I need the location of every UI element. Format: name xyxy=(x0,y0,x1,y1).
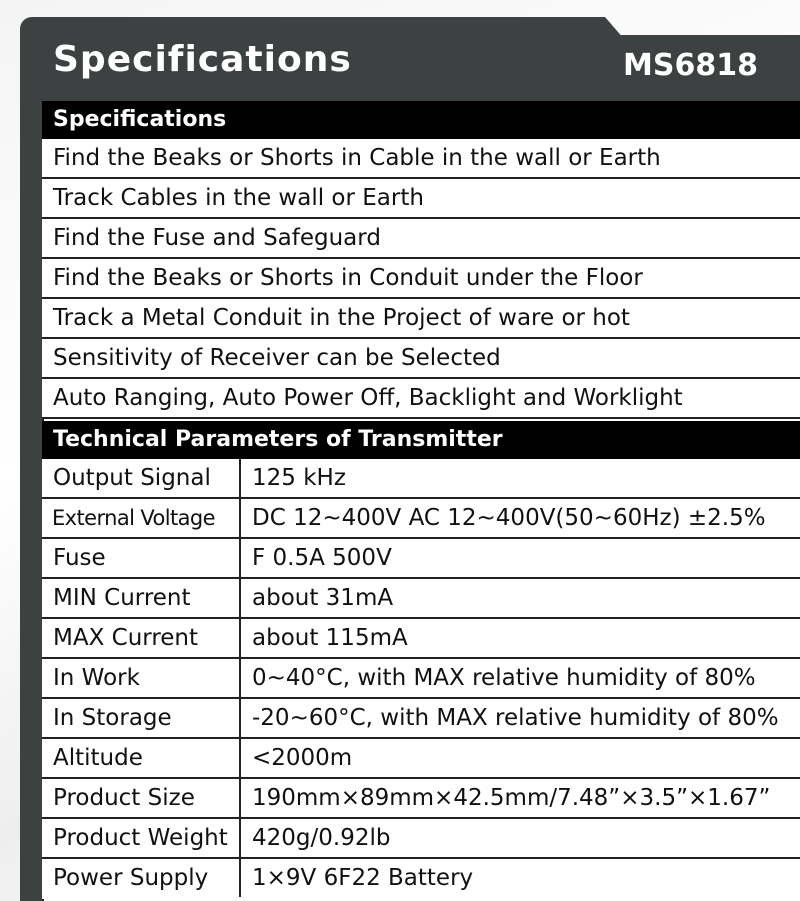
param-value: about 115mA xyxy=(252,625,408,651)
param-row xyxy=(42,779,800,819)
param-label: In Work xyxy=(42,659,241,697)
param-value: 420g/0.92lb xyxy=(252,825,391,851)
param-row xyxy=(42,699,800,739)
feature-row: Find the Fuse and Safeguard xyxy=(42,219,800,259)
feature-row: Find the Beaks or Shorts in Cable in the wall or Earth xyxy=(42,139,800,179)
feature-row: Track a Metal Conduit in the Project of ware or hot xyxy=(42,299,800,339)
param-label: In Storage xyxy=(42,699,241,737)
param-label: MIN Current xyxy=(42,579,241,617)
param-label: MAX Current xyxy=(42,619,241,657)
feature-row: Sensitivity of Receiver can be Selected xyxy=(42,339,800,379)
param-row xyxy=(42,579,800,619)
param-label: Power Supply xyxy=(42,859,241,897)
feature-row: Find the Beaks or Shorts in Conduit under the Floor xyxy=(42,259,800,299)
param-value: <2000m xyxy=(252,745,353,771)
specifications-heading: Specifications xyxy=(42,101,800,139)
param-value: -20~60°C, with MAX relative humidity of 80% xyxy=(252,705,779,731)
param-label: Product Weight xyxy=(42,819,241,857)
param-label: Fuse xyxy=(42,539,241,577)
spec-table xyxy=(42,101,800,901)
param-value: 0~40°C, with MAX relative humidity of 80% xyxy=(252,665,756,691)
card-header xyxy=(20,17,800,101)
model-number: MS6818 xyxy=(623,48,758,83)
param-row xyxy=(42,619,800,659)
param-value: F 0.5A 500V xyxy=(252,545,392,571)
param-value: 190mm×89mm×42.5mm/7.48”×3.5”×1.67” xyxy=(252,785,771,811)
param-value: DC 12~400V AC 12~400V(50~60Hz) ±2.5% xyxy=(252,505,766,531)
param-label: Altitude xyxy=(42,739,241,777)
param-label: External Voltage xyxy=(42,499,241,537)
feature-row: Auto Ranging, Auto Power Off, Backlight and Worklight xyxy=(42,379,800,419)
param-value: 125 kHz xyxy=(252,465,346,491)
param-row xyxy=(42,459,800,499)
page-title: Specifications xyxy=(53,39,352,80)
param-value: 1×9V 6F22 Battery xyxy=(252,865,474,891)
param-row xyxy=(42,499,800,539)
param-row xyxy=(42,539,800,579)
transmitter-heading: Technical Parameters of Transmitter xyxy=(42,421,800,459)
param-label: Output Signal xyxy=(42,459,241,497)
param-row xyxy=(42,739,800,779)
param-row xyxy=(42,859,800,899)
param-row xyxy=(42,819,800,859)
param-label: Product Size xyxy=(42,779,241,817)
param-value: about 31mA xyxy=(252,585,394,611)
feature-row: Track Cables in the wall or Earth xyxy=(42,179,800,219)
param-row xyxy=(42,659,800,699)
